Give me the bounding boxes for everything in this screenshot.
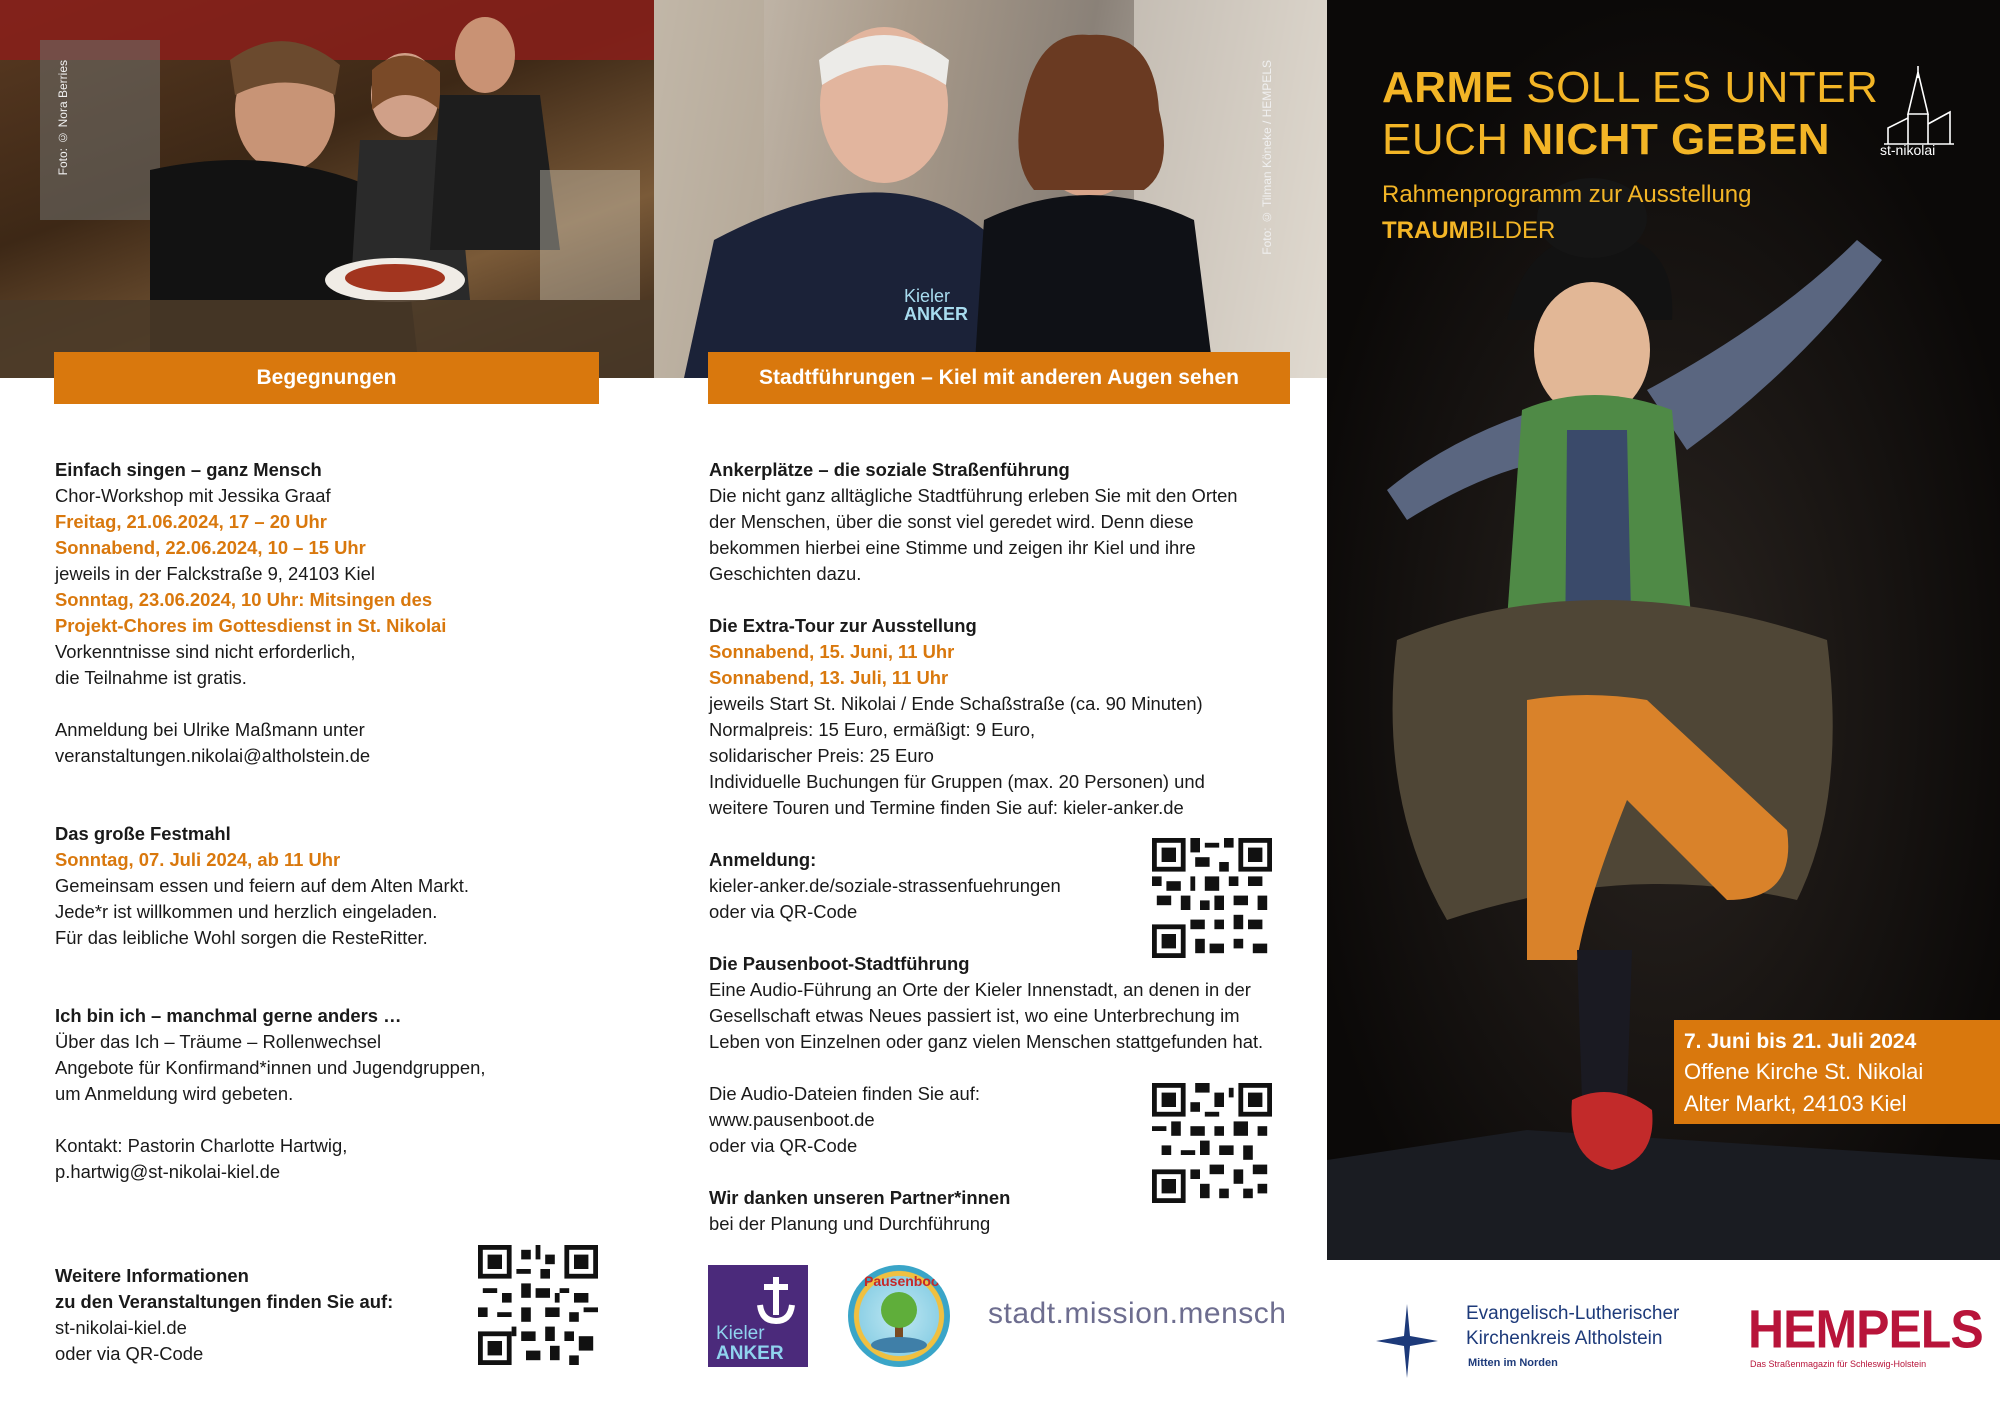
event3-title: Ich bin ich – manchmal gerne anders … — [55, 1005, 402, 1026]
cross-icon — [1376, 1304, 1438, 1378]
qr-code-pausenboot[interactable] — [1152, 1083, 1272, 1203]
event1-note: Vorkenntnisse sind nicht erforderlich, die Teilnahme ist gratis. — [55, 641, 356, 688]
tour1-title: Ankerplätze – die soziale Straßenführung — [709, 459, 1070, 480]
logo-st-nikolai — [1878, 62, 1958, 162]
logo-kieler-anker — [708, 1265, 808, 1367]
event1-location: jeweils in der Falckstraße 9, 24103 Kiel — [55, 563, 375, 584]
qr-code-kieler-anker[interactable] — [1152, 838, 1272, 958]
logo-kieler-anker-line2: ANKER — [716, 1343, 784, 1364]
qr-code-st-nikolai[interactable] — [478, 1245, 598, 1365]
registration-text: kieler-anker.de/soziale-strassenfuehrungen oder via QR-Code — [709, 875, 1061, 922]
tour3-audio: Die Audio-Dateien finden Sie auf: www.pausenboot.de oder via QR-Code — [709, 1083, 980, 1156]
event2-date: Sonntag, 07. Juli 2024, ab 11 Uhr — [55, 849, 341, 870]
logo-pausenboot — [848, 1265, 950, 1367]
hempels-logo: HEMPELS — [1748, 1299, 1983, 1360]
tour1-text: Die nicht ganz alltägliche Stadtführung erleben Sie mit den Orten der Menschen, über die sonst viel geredet wird. Denn diese bekommen hierbei eine Stimme und zeigen ihr Kiel und ihre Geschichten dazu. — [709, 485, 1238, 584]
event3-contact: Kontakt: Pastorin Charlotte Hartwig, p.hartwig@st-nikolai-kiel.de — [55, 1135, 348, 1182]
headline-line2 — [1382, 114, 1902, 166]
more-info-title: Weitere Informationen zu den Veranstaltungen finden Sie auf: — [55, 1265, 394, 1312]
logo-kieler-anker-line1: Kieler — [716, 1323, 765, 1344]
headline-bold1: ARME — [1382, 63, 1514, 112]
event3-text: Über das Ich – Träume – Rollenwechsel Angebote für Konfirmand*innen und Jugendgruppen, um Anmeldung wird gebeten. — [55, 1031, 486, 1104]
info-date: 7. Juni bis 21. Juli 2024 — [1684, 1030, 1917, 1053]
event2-text: Gemeinsam essen und feiern auf dem Alten Markt. Jede*r ist willkommen und herzlich eingeladen. Für das leibliche Wohl sorgen die ResteRitter. — [55, 875, 469, 948]
subline2-bold: TRAUM — [1382, 217, 1469, 244]
kirchenkreis-line1: Evangelisch-Lutherischer — [1466, 1303, 1680, 1324]
photo-credit-middle: Foto: © Tilman Köneke / HEMPELS — [1260, 60, 1274, 255]
headline-regular1: SOLL ES UNTER — [1513, 63, 1879, 112]
headline-line1 — [1382, 62, 1902, 114]
headline-bold2: NICHT GEBEN — [1521, 115, 1831, 164]
kirchenkreis-tagline: Mitten im Norden — [1468, 1357, 1558, 1369]
photo-people — [654, 0, 1327, 378]
poster-headline — [1382, 62, 1902, 166]
logo-stadtmission: stadt.mission.mensch — [988, 1297, 1287, 1330]
info-place: Offene Kirche St. Nikolai — [1684, 1059, 1924, 1084]
headline-regular2: EUCH — [1382, 115, 1522, 164]
thanks-text: bei der Planung und Durchführung — [709, 1213, 991, 1234]
poster-subline2 — [1382, 214, 1555, 248]
band-stadtfuehrungen: Stadtführungen – Kiel mit anderen Augen sehen — [708, 352, 1290, 404]
logo-pausenboot-text: Pausenboot — [864, 1273, 945, 1289]
logo-st-nikolai-text: st-nikolai — [1880, 142, 1936, 158]
event1-title: Einfach singen – ganz Mensch — [55, 459, 322, 480]
tour2-date1: Sonnabend, 15. Juni, 11 Uhr — [709, 641, 955, 662]
event1-registration: Anmeldung bei Ulrike Maßmann unter veranstaltungen.nikolai@altholstein.de — [55, 719, 371, 766]
thanks-title: Wir danken unseren Partner*innen — [709, 1187, 1011, 1208]
tour3-text: Eine Audio-Führung an Orte der Kieler Innenstadt, an denen in der Gesellschaft etwas Neues passiert ist, wo eine Unterbrechung im Leben von Einzelnen oder ganz vielen Menschen stattgefunden hat. — [709, 979, 1264, 1052]
hempels-tagline: Das Straßenmagazin für Schleswig-Holstein — [1750, 1359, 1927, 1369]
info-address: Alter Markt, 24103 Kiel — [1684, 1091, 1907, 1116]
church-icon — [1878, 62, 1958, 146]
event1-date1: Freitag, 21.06.2024, 17 – 20 Uhr — [55, 511, 327, 532]
tour2-date2: Sonnabend, 13. Juli, 11 Uhr — [709, 667, 949, 688]
band-begegnungen: Begegnungen — [54, 352, 599, 404]
photo-people-illustration — [654, 0, 1327, 378]
photo-cooking-illustration — [0, 0, 654, 378]
info-box-dates — [1674, 1020, 2000, 1124]
photo-credit-left: Foto: © Nora Berries — [56, 60, 70, 176]
registration-title: Anmeldung: — [709, 849, 817, 870]
tour3-title: Die Pausenboot-Stadtführung — [709, 953, 970, 974]
event1-date2: Sonnabend, 22.06.2024, 10 – 15 Uhr — [55, 537, 366, 558]
photo-cooking — [0, 0, 654, 378]
tour2-title: Die Extra-Tour zur Ausstellung — [709, 615, 977, 636]
tour2-text: jeweils Start St. Nikolai / Ende Schaßstraße (ca. 90 Minuten) Normalpreis: 15 Euro, ermäßigt: 9 Euro, solidarischer Preis: 25 Euro Individuelle Buchungen für Gruppen (max. 20 Personen) und weitere Touren und Termine finden Sie auf: kieler-anker.de — [709, 693, 1205, 818]
kirchenkreis-line2: Kirchenkreis Altholstein — [1466, 1328, 1663, 1349]
event2-title: Das große Festmahl — [55, 823, 231, 844]
subline2-regular: BILDER — [1468, 217, 1556, 244]
jacket-logo-kieler: Kieler — [904, 286, 951, 306]
event1-subtitle: Chor-Workshop mit Jessika Graaf — [55, 485, 331, 506]
event1-date3: Sonntag, 23.06.2024, 10 Uhr: Mitsingen des Projekt-Chores im Gottesdienst in St. Nikolai — [55, 589, 447, 636]
more-info-text: st-nikolai-kiel.de oder via QR-Code — [55, 1317, 204, 1364]
jacket-logo-anker: ANKER — [904, 304, 969, 324]
poster-subline1: Rahmenprogramm zur Ausstellung — [1382, 181, 1752, 208]
left-column — [55, 457, 615, 1367]
